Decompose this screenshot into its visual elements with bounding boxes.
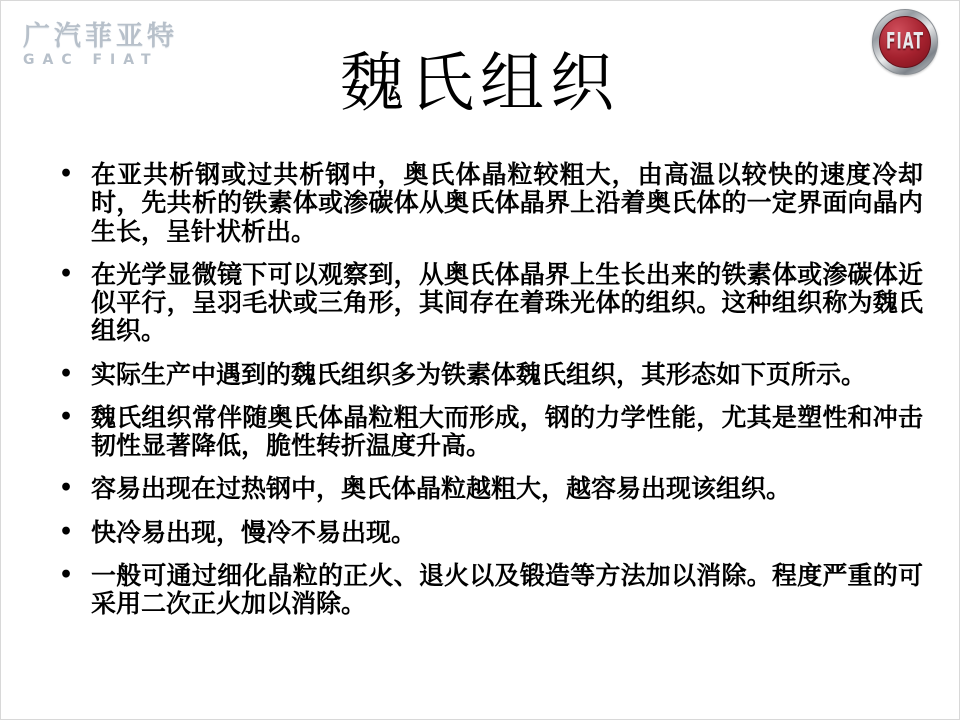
bullet-item xyxy=(51,361,923,389)
bullet-item xyxy=(51,475,923,503)
bullet-text: 实际生产中遇到的魏氏组织多为铁素体魏氏组织，其形态如下页所示。 xyxy=(91,359,867,389)
bullet-text: 容易出现在过热钢中，奥氏体晶粒越粗大，越容易出现该组织。 xyxy=(91,474,792,504)
bullet-text: 在光学显微镜下可以观察到，从奥氏体晶界上生长出来的铁素体或渗碳体近似平行，呈羽毛状或三角形，其间存在着珠光体的组织。这种组织称为魏氏组织。 xyxy=(91,259,923,346)
bullet-list xyxy=(51,161,923,618)
bullet-marker: • xyxy=(59,475,74,502)
slide-title: 魏氏组织 xyxy=(340,47,620,121)
bullet-text: 魏氏组织常伴随奥氏体晶粒粗大而形成，钢的力学性能，尤其是塑性和冲击韧性显著降低，脆性转折温度升高。 xyxy=(91,402,923,460)
bullet-marker: • xyxy=(59,360,74,387)
fiat-badge-text: FIAT xyxy=(885,29,925,55)
bullet-item xyxy=(51,404,923,461)
gac-fiat-logo-chinese: 广汽菲亚特 xyxy=(23,21,178,52)
bullet-marker: • xyxy=(59,260,74,287)
bullet-item xyxy=(51,161,923,246)
gac-fiat-logo-english: GAC FIAT xyxy=(23,52,159,68)
bullet-text: 在亚共析钢或过共析钢中，奥氏体晶粒较粗大，由高温以较快的速度冷却时，先共析的铁素体或渗碳体从奥氏体晶界上沿着奥氏体的一定界面向晶内生长，呈针状析出。 xyxy=(91,160,923,246)
bullet-marker: • xyxy=(59,518,74,545)
bullet-item xyxy=(51,261,923,346)
bullet-marker: • xyxy=(59,403,74,430)
bullet-item xyxy=(51,519,923,547)
bullet-marker: • xyxy=(59,561,74,588)
bullet-item xyxy=(51,562,923,619)
bullet-text: 一般可通过细化晶粒的正火、退火以及锻造等方法加以消除。程度严重的可采用二次正火加以消除。 xyxy=(91,560,923,618)
bullet-text: 快冷易出现，慢冷不易出现。 xyxy=(91,517,417,547)
slide-body xyxy=(51,161,923,633)
bullet-marker: • xyxy=(59,161,74,187)
